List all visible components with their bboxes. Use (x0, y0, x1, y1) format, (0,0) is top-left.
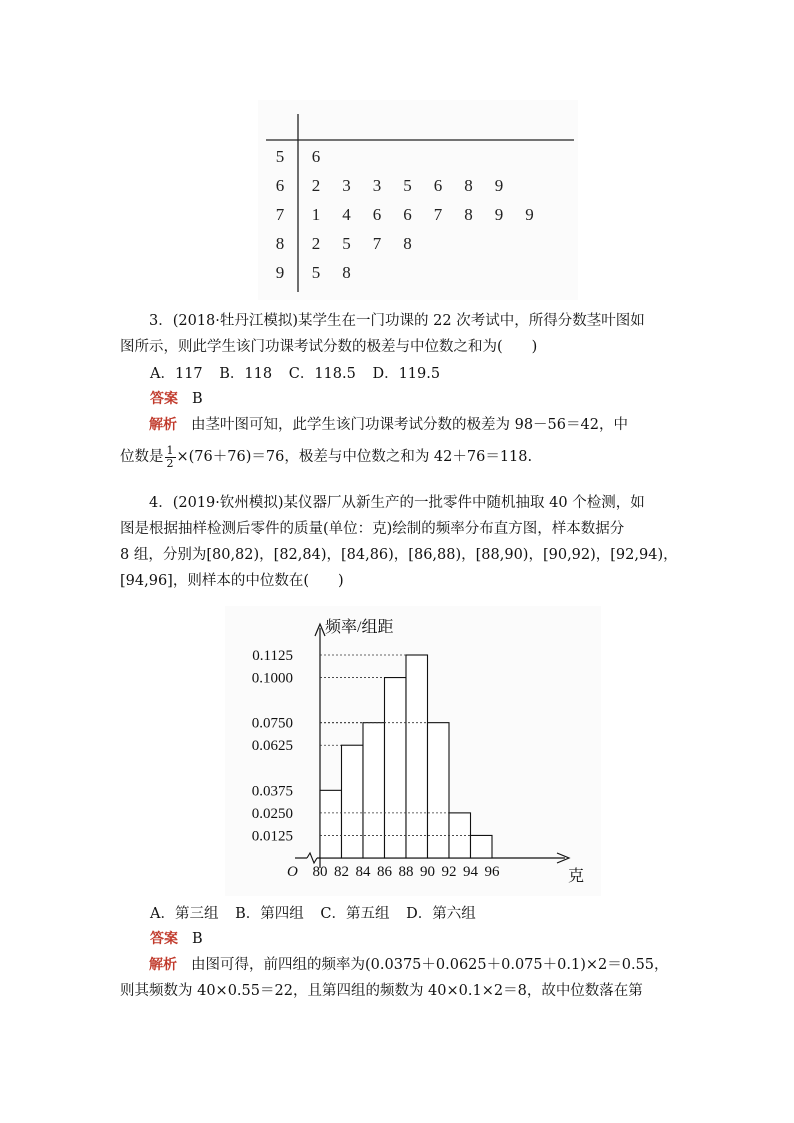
q3-answer (150, 388, 203, 408)
stem-value: 7 (275, 205, 285, 224)
leaf-value: 6 (403, 205, 412, 224)
stem-leaf-plot (258, 100, 578, 300)
q3-analysis-line1: 由茎叶图可知，此学生该门功课考试分数的极差为 98－56＝42，中 (191, 417, 628, 433)
y-tick-label: 0.1000 (251, 670, 293, 687)
leaf-value: 8 (464, 205, 473, 224)
q4-answer-value: B (192, 931, 203, 947)
q4-option-a: A．第三组 (150, 906, 219, 922)
histogram-bar (471, 835, 493, 858)
stem-value: 5 (275, 147, 285, 166)
leaf-value: 8 (464, 176, 473, 195)
leaf-value: 6 (311, 147, 321, 166)
x-tick-label: 80 (312, 864, 328, 880)
leaf-value: 8 (403, 234, 412, 253)
leaf-value: 6 (433, 176, 443, 195)
x-tick-label: 82 (334, 864, 349, 880)
histogram-bar (363, 723, 385, 858)
q3-analysis (120, 412, 680, 470)
x-tick-label: 96 (484, 864, 500, 880)
q4-line1: 4．(2019·钦州模拟)某仪器厂从新生产的一批零件中随机抽取 40 个检测，如 (149, 495, 645, 511)
q3-option-d: D．119.5 (372, 366, 441, 382)
q3-option-a: A．117 (150, 366, 203, 382)
q3-line1: 3．(2018·牡丹江模拟)某学生在一门功课的 22 次考试中，所得分数茎叶图如 (149, 313, 645, 329)
q4-stem (120, 490, 680, 594)
q3-answer-label: 答案 (150, 391, 178, 407)
leaf-value: 9 (494, 176, 504, 195)
y-tick-label: 0.0375 (251, 783, 293, 800)
leaf-value: 4 (342, 205, 351, 224)
q3-frac-den: 2 (166, 456, 174, 470)
q3-answer-value: B (192, 391, 203, 407)
q3-line2: 图所示，则此学生该门功课考试分数的极差与中位数之和为( ) (120, 339, 538, 355)
q4-option-d: D．第六组 (406, 906, 476, 922)
leaf-value: 3 (372, 176, 382, 195)
y-tick-label: 0.1125 (252, 648, 293, 664)
stem-value: 9 (275, 263, 285, 282)
histogram-bar (385, 678, 407, 858)
q3-analysis-pre: 位数是 (120, 449, 164, 465)
stem-value: 6 (275, 176, 285, 195)
q4-answer (150, 928, 203, 948)
q3-frac-num: 1 (166, 443, 174, 457)
leaf-value: 9 (525, 205, 534, 224)
y-tick-label: 0.0250 (251, 805, 293, 822)
q4-line4: [94,96]，则样本的中位数在( ) (120, 573, 344, 589)
q3-analysis-label: 解析 (149, 417, 177, 433)
q4-answer-label: 答案 (150, 931, 178, 947)
leaf-value: 5 (403, 176, 412, 195)
q3-option-c: C．118.5 (288, 366, 356, 382)
x-tick-label: 94 (463, 864, 478, 880)
q4-analysis (120, 952, 680, 1004)
q3-fraction (165, 445, 176, 470)
leaf-value: 6 (372, 205, 382, 224)
q4-options (150, 902, 488, 923)
histogram-bar (406, 655, 428, 858)
q4-analysis-line2: 则其频数为 40×0.55＝22，且第四组的频数为 40×0.1×2＝8，故中位数落在第 (120, 983, 643, 999)
x-tick-label: 90 (420, 864, 435, 880)
leaf-value: 3 (342, 176, 351, 195)
leaf-value: 8 (342, 263, 351, 282)
q4-line3: 8 组，分别为[80,82)，[82,84)，[84,86)，[86,88)，[88,90)，[90,92)，[92,94)， (120, 547, 678, 563)
y-tick-label: 0.0750 (251, 715, 293, 732)
q3-stem (120, 308, 680, 360)
leaf-value: 7 (433, 205, 443, 224)
q4-line2: 图是根据抽样检测后零件的质量(单位：克)绘制的频率分布直方图，样本数据分 (120, 521, 625, 537)
leaf-value: 5 (342, 234, 351, 253)
q4-option-c: C．第五组 (320, 906, 390, 922)
leaf-value: 9 (494, 205, 504, 224)
y-tick-label: 0.0625 (251, 738, 293, 755)
x-tick-label: 86 (377, 864, 392, 880)
y-axis-title: 频率/组距 (325, 619, 394, 636)
q3-analysis-post: ×(76＋76)＝76，极差与中位数之和为 42＋76＝118. (176, 449, 533, 465)
stem-value: 8 (275, 234, 285, 253)
q3-option-b: B．118 (219, 366, 273, 382)
histogram-svg (225, 606, 601, 896)
leaf-value: 1 (311, 205, 321, 224)
leaf-value: 2 (311, 176, 321, 195)
x-axis-unit: 克 (567, 868, 585, 885)
origin-label: O (287, 864, 298, 880)
x-tick-label: 84 (355, 864, 371, 880)
q3-options (150, 362, 452, 383)
histogram-bar (428, 723, 450, 858)
leaf-value: 2 (311, 234, 321, 253)
histogram-bar (320, 790, 342, 858)
histogram-bar (342, 745, 364, 858)
q4-option-b: B．第四组 (235, 906, 304, 922)
x-tick-label: 92 (441, 864, 457, 880)
leaf-value: 5 (311, 263, 321, 282)
x-tick-label: 88 (398, 864, 414, 880)
axis-break-mark (307, 853, 317, 863)
leaf-value: 7 (372, 234, 382, 253)
histogram-figure (225, 606, 601, 896)
y-tick-label: 0.0125 (251, 828, 293, 845)
stem-leaf-svg (258, 100, 578, 300)
q4-analysis-line1: 由图可得，前四组的频率为(0.0375＋0.0625＋0.075＋0.1)×2＝0.55， (191, 957, 669, 973)
q4-analysis-label: 解析 (149, 957, 177, 973)
